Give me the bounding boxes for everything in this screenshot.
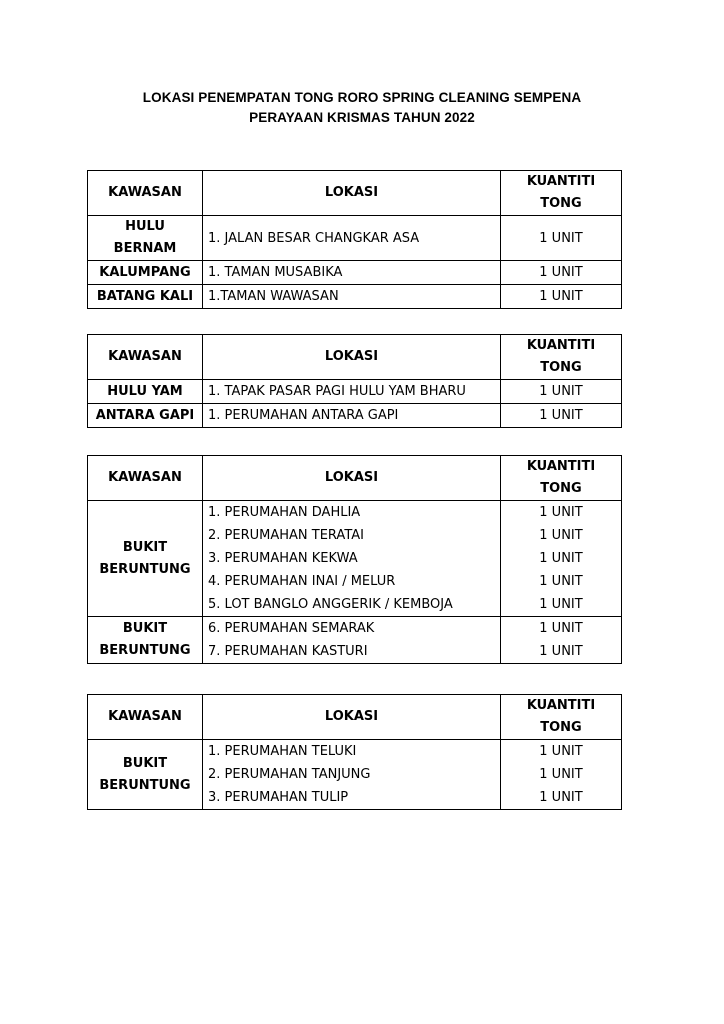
table-hulu-yam [87,334,622,428]
lokasi-item: 5. LOT BANGLO ANGGERIK / KEMBOJA [208,597,453,612]
kawasan-cell [88,501,203,617]
header-lokasi: LOKASI [203,171,501,216]
kawasan-text: BERUNTUNG [99,561,191,577]
lokasi-item: 1. PERUMAHAN TELUKI [208,744,357,759]
kawasan-text: HULU [125,219,165,234]
table-body [88,740,622,810]
kuantiti-item: 1 UNIT [539,289,583,304]
table-row [88,501,622,617]
header-kuantiti [501,695,622,740]
lokasi-cell [203,404,501,428]
lokasi-item: 2. PERUMAHAN TANJUNG [208,767,371,782]
kuantiti-item: 1 UNIT [539,744,583,759]
kuantiti-item: 1 UNIT [539,528,583,543]
table-row [88,380,622,404]
kuantiti-item: 1 UNIT [539,621,583,636]
header-kuantiti [501,335,622,380]
lokasi-item: 3. PERUMAHAN KEKWA [208,551,358,566]
table-bukit-beruntung-2 [87,694,622,810]
kuantiti-item: 1 UNIT [539,265,583,280]
kuantiti-item: 1 UNIT [539,597,583,612]
kuantiti-item: 1 UNIT [539,790,583,805]
kawasan-text: BUKIT [122,539,168,555]
kawasan-cell [88,380,203,404]
lokasi-item: 4. PERUMAHAN INAI / MELUR [208,574,396,589]
kawasan-text: BERUNTUNG [99,643,191,658]
kawasan-cell [88,216,203,261]
kawasan-cell [88,285,203,309]
header-kawasan: KAWASAN [88,171,203,216]
table-row [88,617,622,664]
title-line-2: PERAYAAN KRISMAS TAHUN 2022 [249,110,475,125]
kuantiti-item: 1 UNIT [539,551,583,566]
kawasan-text: BATANG KALI [96,288,194,304]
kuantiti-cell [501,261,622,285]
kuantiti-cell [501,285,622,309]
lokasi-cell [203,380,501,404]
kuantiti-item: 1 UNIT [539,408,583,423]
lokasi-item: 3. PERUMAHAN TULIP [208,790,349,805]
header-kuantiti-line-2: TONG [540,360,582,375]
kawasan-cell [88,404,203,428]
title-line-1: LOKASI PENEMPATAN TONG RORO SPRING CLEANING SEMPENA [142,90,582,105]
table-hulu-bernam [87,170,622,309]
header-kuantiti-line-2: TONG [540,720,582,735]
kawasan-cell [88,740,203,810]
document-title [0,88,724,128]
table-row [88,261,622,285]
lokasi-item: 6. PERUMAHAN SEMARAK [208,621,375,636]
table-body [88,216,622,309]
header-kuantiti-line-1: KUANTITI [526,698,596,713]
kawasan-text: HULU YAM [107,383,183,399]
kuantiti-item: 1 UNIT [539,644,583,659]
lokasi-item: 1. PERUMAHAN ANTARA GAPI [208,408,399,423]
lokasi-cell [203,617,501,664]
header-kawasan: KAWASAN [88,456,203,501]
kuantiti-item: 1 UNIT [539,384,583,399]
kuantiti-cell [501,617,622,664]
header-lokasi: LOKASI [203,335,501,380]
lokasi-item: 1.TAMAN WAWASAN [208,289,339,304]
header-kawasan: KAWASAN [88,335,203,380]
lokasi-item: 1. TAPAK PASAR PAGI HULU YAM BHARU [208,384,466,399]
kawasan-text: BERUNTUNG [99,777,191,793]
header-kuantiti [501,456,622,501]
kawasan-text: KALUMPANG [99,264,191,280]
lokasi-cell [203,261,501,285]
kuantiti-cell [501,380,622,404]
kawasan-text: BUKIT [122,755,168,771]
kuantiti-cell [501,404,622,428]
header-lokasi: LOKASI [203,695,501,740]
table-row [88,285,622,309]
kuantiti-item: 1 UNIT [539,767,583,782]
kuantiti-item: 1 UNIT [539,230,583,246]
kuantiti-cell [501,216,622,261]
table-body [88,380,622,428]
header-kuantiti [501,171,622,216]
lokasi-item: 7. PERUMAHAN KASTURI [208,644,368,659]
kawasan-text: BUKIT [122,621,168,636]
header-kuantiti-line-2: TONG [540,196,582,211]
table-bukit-beruntung-1 [87,455,622,664]
header-lokasi: LOKASI [203,456,501,501]
table-row [88,404,622,428]
header-kuantiti-line-1: KUANTITI [526,174,596,189]
lokasi-cell [203,216,501,261]
header-kuantiti-line-1: KUANTITI [526,459,596,474]
header-kuantiti-line-2: TONG [540,481,582,496]
lokasi-cell [203,740,501,810]
lokasi-item: 1. PERUMAHAN DAHLIA [208,505,361,520]
header-kawasan: KAWASAN [88,695,203,740]
lokasi-cell [203,501,501,617]
lokasi-item: 1. JALAN BESAR CHANGKAR ASA [208,230,420,246]
kawasan-text: ANTARA GAPI [95,407,195,423]
kuantiti-item: 1 UNIT [539,574,583,589]
kuantiti-item: 1 UNIT [539,505,583,520]
table-body [88,501,622,664]
lokasi-item: 1. TAMAN MUSABIKA [208,265,343,280]
table-row [88,740,622,810]
lokasi-item: 2. PERUMAHAN TERATAI [208,528,364,543]
header-kuantiti-line-1: KUANTITI [526,338,596,353]
kawasan-text: BERNAM [113,241,177,256]
kawasan-cell [88,261,203,285]
kuantiti-cell [501,740,622,810]
kawasan-cell [88,617,203,664]
kuantiti-cell [501,501,622,617]
table-row [88,216,622,261]
lokasi-cell [203,285,501,309]
